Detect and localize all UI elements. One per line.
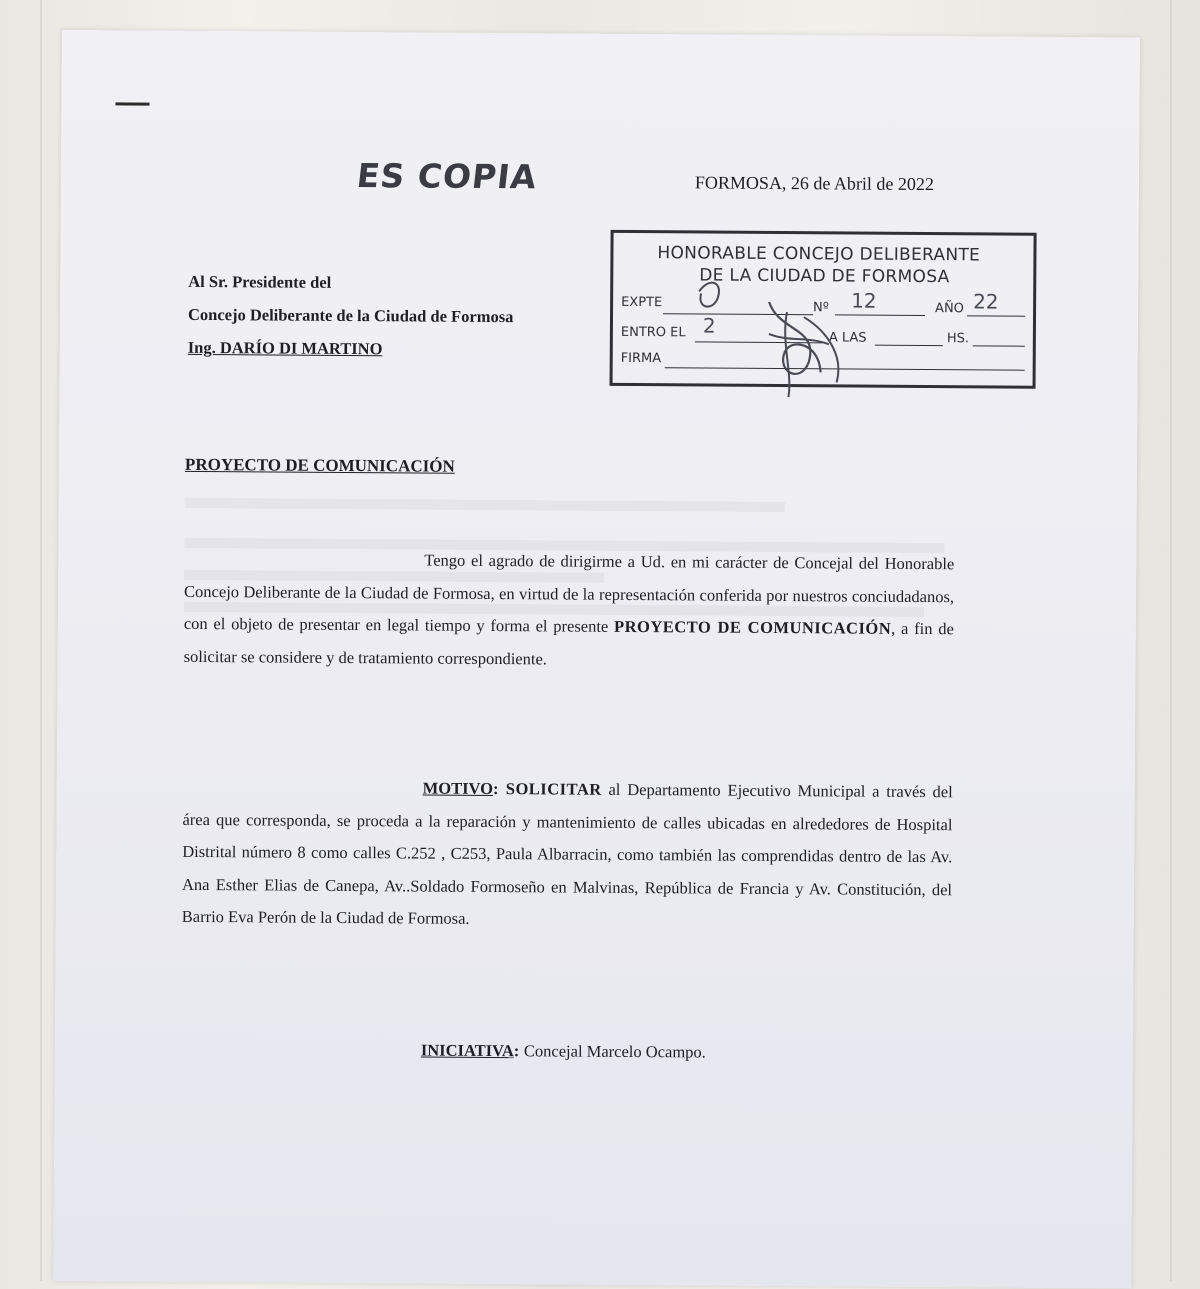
body-paragraph-2 [182, 771, 953, 939]
stamp-label-anio: AÑO [935, 301, 964, 317]
motivo-verb: SOLICITAR [505, 779, 602, 799]
initiative-label: INICIATIVA [420, 1040, 514, 1061]
stamp-entro-value: 2 [702, 313, 716, 338]
initiative-text: Concejal Marcelo Ocampo. [523, 1041, 706, 1062]
section-title: PROYECTO DE COMUNICACIÓN [184, 454, 455, 476]
stamp-numero-value: 12 [851, 288, 877, 313]
stamp-title-line1: HONORABLE CONCEJO DELIBERANTE [657, 243, 981, 266]
document-page [53, 30, 1140, 1288]
addressee-line2: Concejo Deliberante de la Ciudad de Formosa [187, 304, 514, 327]
addressee-block [188, 265, 514, 366]
stamp-anio-value: 22 [973, 289, 999, 314]
motivo-colon: : [492, 779, 500, 799]
stamp-label-entro: ENTRO EL [620, 324, 686, 341]
copy-stamp: ES COPIA [354, 156, 540, 197]
stamp-label-hs: HS. [946, 331, 970, 347]
initiative-colon: : [513, 1041, 520, 1061]
paragraph1-bold-term: PROYECTO DE COMUNICACIÓN [613, 616, 892, 638]
reception-stamp [610, 230, 1037, 389]
stamp-label-numero: Nº [813, 300, 829, 316]
initiative-line [181, 1033, 951, 1071]
stamp-label-expte: EXPTE [621, 294, 663, 311]
paragraph1-intro: Tengo el agrado de dirigirme a Ud. en mi carácter de Concejal del Honorable Concejo Deliberante de la Ciudad de Formosa, en virtud de la representación conferida por nuestros conciudadanos, con el objeto de presentar en legal tiempo y forma el presente [183, 550, 955, 636]
stamp-label-firma: FIRMA [620, 350, 662, 367]
margin-mark [115, 102, 149, 105]
stamp-title-line2: DE LA CIUDAD DE FORMOSA [699, 265, 950, 288]
date-line: FORMOSA, 26 de Abril de 2022 [694, 172, 935, 195]
handwritten-signature [668, 271, 869, 402]
paragraph1-rest: , a fin de solicitar se considere y de tratamiento correspondiente. [183, 618, 954, 668]
addressee-line1: Al Sr. Presidente del [188, 271, 332, 292]
motivo-label: MOTIVO [422, 778, 494, 799]
addressee-line3: Ing. DARÍO DI MARTINO [187, 337, 383, 359]
motivo-text: al Departamento Ejecutivo Municipal a través del área que corresponda, se proceda a la reparación y mantenimiento de calles ubicadas en alrededores de Hospital Distrital número 8 como calles C.252 , C253, Paula Albarracin, como también las comprendidas dentro de las Av. Ana Esther Elias de Canepa, Av..Soldado Formoseño en Malvinas, República de Francia y Av. Constitución, del Barrio Eva Perón de la Ciudad de Formosa. [181, 779, 953, 928]
stamp-label-a-las: A LAS [828, 330, 867, 346]
body-paragraph-1 [184, 543, 955, 678]
